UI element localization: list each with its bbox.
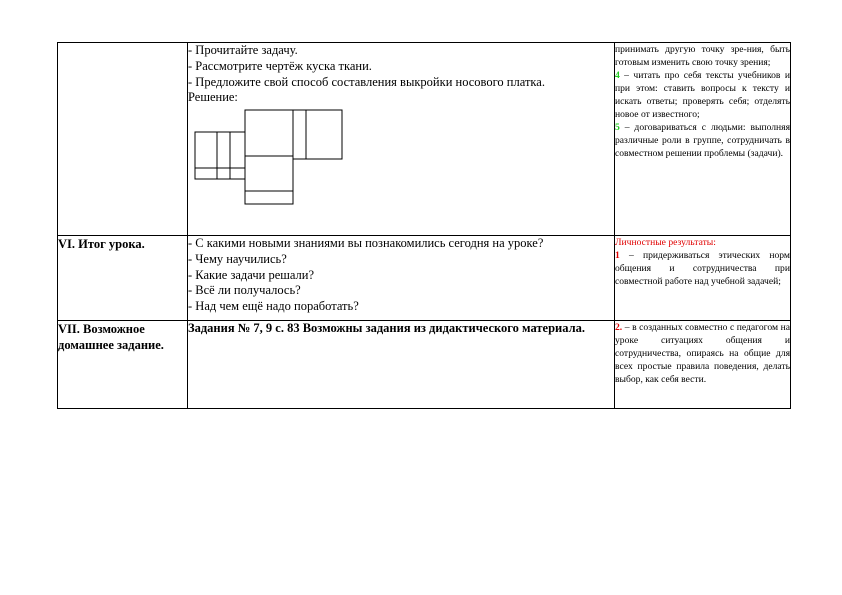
question-line: - Какие задачи решали? [188,267,314,282]
table-row [58,43,791,236]
results-cell [615,43,791,236]
instruction-line: - Предложите свой способ составления выкройки носового платка. [188,74,545,89]
result-text: принимать другую точку зре-ния, быть готовым изменить свою точку зрения; [615,44,790,68]
results-heading: Личностные результаты: [615,237,716,248]
stage-cell [58,43,188,236]
activity-cell [188,236,615,321]
table-row [58,321,791,409]
result-number: 5 [615,122,620,133]
instruction-line: - Рассмотрите чертёж куска ткани. [188,58,372,73]
result-number: 1 [615,250,620,261]
result-text: – придерживаться этических норм общения и сотрудничества при совместной работе над учебной задачей; [615,250,790,287]
fabric-pattern-drawing [190,107,350,207]
stage-cell [58,236,188,321]
homework-task: Задания № 7, 9 с. 83 Возможны задания из дидактического материала. [188,321,585,335]
stage-cell [58,321,188,409]
question-line: - С какими новыми знаниями вы познакомились сегодня на уроке? [188,236,544,250]
result-item-5 [615,121,790,160]
result-number: 4 [615,70,620,81]
instruction-line: - Прочитайте задачу. [188,43,298,57]
stage-label: VI. Итог урока. [58,237,145,251]
results-cell [615,236,791,321]
stage-label: VII. Возможное домашнее задание. [58,322,164,352]
result-item-4 [615,69,790,121]
result-text: – в созданных совместно с педагогом на уроке ситуациях общения и сотрудничества, опираясь на общие для всех простые правила поведения, делать выбор, как себя вести. [615,322,790,385]
question-line: - Над чем ещё надо поработать? [188,299,359,314]
results-cell [615,321,791,409]
result-item-2 [615,321,790,386]
result-text: – читать про себя тексты учебников и при этом: ставить вопросы к тексту и искать ответы; проверять себя; отделять новое от известного; [615,70,790,120]
result-number: 2. [615,322,623,333]
solution-label: Решение: [188,90,238,105]
activity-cell [188,43,615,236]
question-line: - Чему научились? [188,251,287,266]
result-item-1 [615,249,790,288]
question-line: - Всё ли получалось? [188,283,301,298]
lesson-plan-table [57,42,791,409]
activity-cell [188,321,615,409]
result-text: – договариваться с людьми: выполняя различные роли в группе, сотрудничать в совместном решении проблемы (задачи). [615,122,790,159]
table-row [58,236,791,321]
